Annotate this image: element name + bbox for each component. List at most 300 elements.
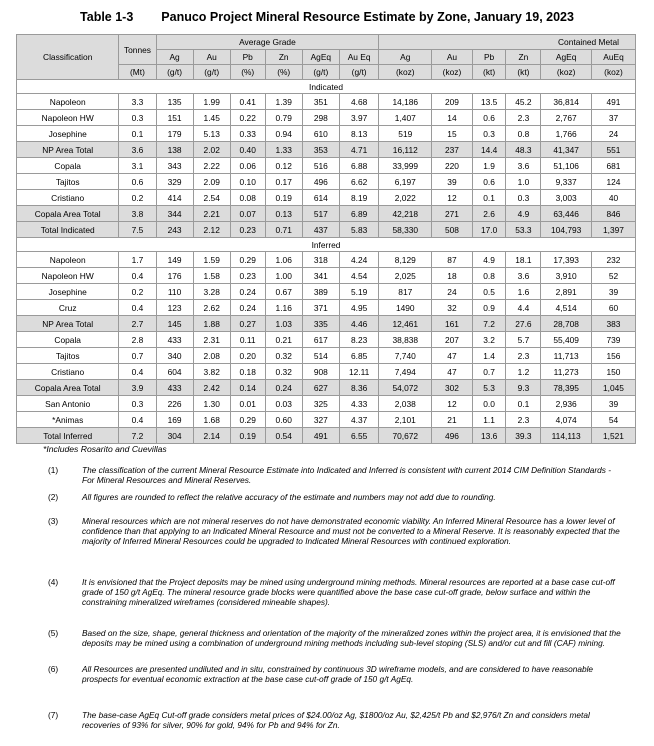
footnote xyxy=(48,664,622,685)
value-cell: 237 xyxy=(432,142,473,158)
value-cell: 207 xyxy=(432,332,473,348)
table-row xyxy=(17,412,636,428)
value-cell: 3.97 xyxy=(339,110,378,126)
zone-name: Cristiano xyxy=(17,190,119,206)
value-cell: 3.28 xyxy=(193,284,230,300)
footnote-text: All figures are rounded to reflect the relative accuracy of the estimate and numbers may not add due to rounding. xyxy=(82,492,496,502)
value-cell: 0.23 xyxy=(230,222,265,238)
value-cell: 496 xyxy=(432,428,473,444)
column-header: Pb xyxy=(230,50,265,65)
value-cell: 0.67 xyxy=(265,284,302,300)
value-cell: 24 xyxy=(591,126,635,142)
value-cell: 0.4 xyxy=(119,300,156,316)
column-header: AgEq xyxy=(302,50,339,65)
value-cell: 2.12 xyxy=(193,222,230,238)
value-cell: 433 xyxy=(156,332,193,348)
value-cell: 681 xyxy=(591,158,635,174)
value-cell: 1.9 xyxy=(472,158,506,174)
value-cell: 18.1 xyxy=(506,252,541,268)
value-cell: 36,814 xyxy=(541,94,592,110)
value-cell: 6.88 xyxy=(339,158,378,174)
value-cell: 123 xyxy=(156,300,193,316)
footnote xyxy=(48,577,622,608)
table-row xyxy=(17,126,636,142)
value-cell: 124 xyxy=(591,174,635,190)
value-cell: 4.33 xyxy=(339,396,378,412)
value-cell: 271 xyxy=(432,206,473,222)
value-cell: 0.5 xyxy=(472,284,506,300)
value-cell: 0.8 xyxy=(506,126,541,142)
value-cell: 3.6 xyxy=(506,158,541,174)
value-cell: 1.33 xyxy=(265,142,302,158)
value-cell: 24 xyxy=(432,284,473,300)
value-cell: 3.6 xyxy=(119,142,156,158)
value-cell: 0.20 xyxy=(230,348,265,364)
value-cell: 0.22 xyxy=(230,110,265,126)
table-row xyxy=(17,174,636,190)
value-cell: 433 xyxy=(156,380,193,396)
value-cell: 514 xyxy=(302,348,339,364)
value-cell: 0.2 xyxy=(119,190,156,206)
header-row-groups xyxy=(17,35,636,50)
value-cell: 0.08 xyxy=(230,190,265,206)
value-cell: 4,074 xyxy=(541,412,592,428)
value-cell: 2.14 xyxy=(193,428,230,444)
value-cell: 0.10 xyxy=(230,174,265,190)
value-cell: 27.6 xyxy=(506,316,541,332)
value-cell: 110 xyxy=(156,284,193,300)
value-cell: 344 xyxy=(156,206,193,222)
value-cell: 2.08 xyxy=(193,348,230,364)
contained-metal-header: Contained Metal xyxy=(379,35,636,50)
value-cell: 11,273 xyxy=(541,364,592,380)
value-cell: 0.8 xyxy=(472,268,506,284)
value-cell: 220 xyxy=(432,158,473,174)
value-cell: 298 xyxy=(302,110,339,126)
value-cell: 519 xyxy=(379,126,432,142)
value-cell: 33,999 xyxy=(379,158,432,174)
value-cell: 1,407 xyxy=(379,110,432,126)
value-cell: 0.03 xyxy=(265,396,302,412)
table-title xyxy=(0,10,654,24)
value-cell: 1.2 xyxy=(506,364,541,380)
value-cell: 6.62 xyxy=(339,174,378,190)
value-cell: 739 xyxy=(591,332,635,348)
value-cell: 1.16 xyxy=(265,300,302,316)
value-cell: 414 xyxy=(156,190,193,206)
value-cell: 0.7 xyxy=(472,364,506,380)
column-header: Zn xyxy=(506,50,541,65)
zone-name: Copala xyxy=(17,158,119,174)
value-cell: 2.31 xyxy=(193,332,230,348)
value-cell: 0.13 xyxy=(265,206,302,222)
value-cell: 1.4 xyxy=(472,348,506,364)
value-cell: 4.9 xyxy=(506,206,541,222)
value-cell: 78,395 xyxy=(541,380,592,396)
column-header: Au Eq xyxy=(339,50,378,65)
value-cell: 1.68 xyxy=(193,412,230,428)
value-cell: 0.07 xyxy=(230,206,265,222)
footnote-text: It is envisioned that the Project deposits may be mined using underground mining methods. Mineral resources are reported at a base case cut-off grade of 150 g/t AgEq. The mineral resource grade blocks were quantified above the base case cut-off grade, below surface and within the constraining mineralized wireframes (considered mineable shapes). xyxy=(82,577,615,608)
footnote xyxy=(48,628,622,649)
value-cell: 156 xyxy=(591,348,635,364)
value-cell: 12.11 xyxy=(339,364,378,380)
value-cell: 2,025 xyxy=(379,268,432,284)
unit-header: (kt) xyxy=(506,65,541,80)
value-cell: 0.32 xyxy=(265,364,302,380)
zone-name: Total Indicated xyxy=(17,222,119,238)
value-cell: 169 xyxy=(156,412,193,428)
value-cell: 7.5 xyxy=(119,222,156,238)
zone-name: *Animas xyxy=(17,412,119,428)
value-cell: 12 xyxy=(432,190,473,206)
value-cell: 8.19 xyxy=(339,190,378,206)
value-cell: 4,514 xyxy=(541,300,592,316)
mineral-resource-table xyxy=(16,34,636,444)
classification-header: Classification xyxy=(17,35,119,80)
value-cell: 0.12 xyxy=(265,158,302,174)
value-cell: 0.9 xyxy=(472,300,506,316)
unit-header: (g/t) xyxy=(339,65,378,80)
column-header: AgEq xyxy=(541,50,592,65)
value-cell: 32 xyxy=(432,300,473,316)
value-cell: 353 xyxy=(302,142,339,158)
value-cell: 1.6 xyxy=(506,284,541,300)
value-cell: 47 xyxy=(432,348,473,364)
table-row xyxy=(17,300,636,316)
value-cell: 4.37 xyxy=(339,412,378,428)
value-cell: 4.54 xyxy=(339,268,378,284)
value-cell: 150 xyxy=(591,364,635,380)
unit-header: (%) xyxy=(230,65,265,80)
value-cell: 0.7 xyxy=(119,348,156,364)
average-grade-header: Average Grade xyxy=(156,35,379,50)
value-cell: 2.54 xyxy=(193,190,230,206)
value-cell: 4.9 xyxy=(472,252,506,268)
zone-name: Tajitos xyxy=(17,348,119,364)
zone-name: Copala xyxy=(17,332,119,348)
unit-header: (koz) xyxy=(379,65,432,80)
value-cell: 114,113 xyxy=(541,428,592,444)
column-header: Zn xyxy=(265,50,302,65)
column-header: AuEq xyxy=(591,50,635,65)
value-cell: 8.36 xyxy=(339,380,378,396)
value-cell: 2.62 xyxy=(193,300,230,316)
value-cell: 614 xyxy=(302,190,339,206)
value-cell: 4.95 xyxy=(339,300,378,316)
value-cell: 28,708 xyxy=(541,316,592,332)
value-cell: 604 xyxy=(156,364,193,380)
column-header: Ag xyxy=(156,50,193,65)
unit-header: (g/t) xyxy=(193,65,230,80)
value-cell: 4.24 xyxy=(339,252,378,268)
value-cell: 302 xyxy=(432,380,473,396)
value-cell: 179 xyxy=(156,126,193,142)
value-cell: 610 xyxy=(302,126,339,142)
value-cell: 3.9 xyxy=(119,380,156,396)
value-cell: 325 xyxy=(302,396,339,412)
value-cell: 60 xyxy=(591,300,635,316)
zone-name: San Antonio xyxy=(17,396,119,412)
value-cell: 0.3 xyxy=(119,396,156,412)
value-cell: 232 xyxy=(591,252,635,268)
value-cell: 2,022 xyxy=(379,190,432,206)
value-cell: 1,397 xyxy=(591,222,635,238)
value-cell: 4.68 xyxy=(339,94,378,110)
value-cell: 551 xyxy=(591,142,635,158)
value-cell: 0.27 xyxy=(230,316,265,332)
value-cell: 2,101 xyxy=(379,412,432,428)
value-cell: 846 xyxy=(591,206,635,222)
value-cell: 12,461 xyxy=(379,316,432,332)
value-cell: 4.46 xyxy=(339,316,378,332)
zone-name: Napoleon HW xyxy=(17,110,119,126)
value-cell: 41,347 xyxy=(541,142,592,158)
table-row xyxy=(17,364,636,380)
total-row xyxy=(17,380,636,396)
total-row xyxy=(17,206,636,222)
value-cell: 341 xyxy=(302,268,339,284)
footnote-number: (2) xyxy=(48,492,59,502)
value-cell: 351 xyxy=(302,94,339,110)
value-cell: 491 xyxy=(302,428,339,444)
value-cell: 0.3 xyxy=(506,190,541,206)
zone-name: Cruz xyxy=(17,300,119,316)
value-cell: 0.24 xyxy=(230,284,265,300)
value-cell: 0.17 xyxy=(265,174,302,190)
value-cell: 2.21 xyxy=(193,206,230,222)
value-cell: 0.2 xyxy=(119,284,156,300)
value-cell: 5.83 xyxy=(339,222,378,238)
value-cell: 0.18 xyxy=(230,364,265,380)
column-header: Au xyxy=(432,50,473,65)
total-row xyxy=(17,222,636,238)
value-cell: 0.29 xyxy=(230,412,265,428)
value-cell: 0.0 xyxy=(472,396,506,412)
value-cell: 1.88 xyxy=(193,316,230,332)
value-cell: 0.4 xyxy=(119,268,156,284)
zone-name: NP Area Total xyxy=(17,142,119,158)
column-header: Ag xyxy=(379,50,432,65)
value-cell: 11,713 xyxy=(541,348,592,364)
value-cell: 2,936 xyxy=(541,396,592,412)
unit-header: (kt) xyxy=(472,65,506,80)
footnote-text: All Resources are presented undiluted and in situ, constrained by continuous 3D wireframe models, and are considered to have reasonable prospects for eventual economic extraction at the base case cut-off grade of 150 g/t AgEq. xyxy=(82,664,594,685)
section-header xyxy=(17,238,636,252)
value-cell: 437 xyxy=(302,222,339,238)
value-cell: 6,197 xyxy=(379,174,432,190)
footnote-number: (6) xyxy=(48,664,59,674)
value-cell: 496 xyxy=(302,174,339,190)
value-cell: 1.45 xyxy=(193,110,230,126)
value-cell: 2,891 xyxy=(541,284,592,300)
value-cell: 0.3 xyxy=(472,126,506,142)
value-cell: 0.24 xyxy=(230,300,265,316)
value-cell: 9.3 xyxy=(506,380,541,396)
value-cell: 14.4 xyxy=(472,142,506,158)
value-cell: 2,767 xyxy=(541,110,592,126)
value-cell: 13.5 xyxy=(472,94,506,110)
value-cell: 52 xyxy=(591,268,635,284)
value-cell: 104,793 xyxy=(541,222,592,238)
footnote-text: Based on the size, shape, general thickness and orientation of the majority of the mineralized zones within the project area, it is envisioned that the deposits may be mined using a combination of underground mining methods including sub-level stoping (SLS) and/or cut and fill (CAF) mining. xyxy=(82,628,621,649)
value-cell: 0.6 xyxy=(472,110,506,126)
total-row xyxy=(17,142,636,158)
value-cell: 1.00 xyxy=(265,268,302,284)
tonnes-header: Tonnes xyxy=(119,35,156,65)
value-cell: 1.1 xyxy=(472,412,506,428)
value-cell: 6.55 xyxy=(339,428,378,444)
value-cell: 39 xyxy=(591,396,635,412)
value-cell: 0.1 xyxy=(119,126,156,142)
value-cell: 15 xyxy=(432,126,473,142)
value-cell: 17,393 xyxy=(541,252,592,268)
value-cell: 5.19 xyxy=(339,284,378,300)
footnote xyxy=(48,710,622,731)
table-row xyxy=(17,252,636,268)
value-cell: 17.0 xyxy=(472,222,506,238)
value-cell: 0.60 xyxy=(265,412,302,428)
value-cell: 0.19 xyxy=(230,428,265,444)
footnote-number: (5) xyxy=(48,628,59,638)
value-cell: 2.7 xyxy=(119,316,156,332)
value-cell: 0.14 xyxy=(230,380,265,396)
footnote-text: Mineral resources which are not mineral reserves do not have demonstrated economic viability. An Inferred Mineral Resource has a lower level of confidence than that applying to an Indicated Mineral Resource and must not be converted to a Mineral Reserve. It is reasonably expected that the majority of Inferred Mineral Resources could be upgraded to Indicated Mineral Resources with continued exploration. xyxy=(82,516,620,547)
footnote xyxy=(48,516,622,547)
value-cell: 343 xyxy=(156,158,193,174)
zone-name: Napoleon HW xyxy=(17,268,119,284)
table-row xyxy=(17,110,636,126)
value-cell: 3,910 xyxy=(541,268,592,284)
value-cell: 627 xyxy=(302,380,339,396)
section-label: Indicated xyxy=(17,80,636,94)
value-cell: 383 xyxy=(591,316,635,332)
table-note: *Includes Rosarito and Cuevillas xyxy=(43,444,167,454)
value-cell: 3.6 xyxy=(506,268,541,284)
value-cell: 7,494 xyxy=(379,364,432,380)
value-cell: 7,740 xyxy=(379,348,432,364)
value-cell: 2.3 xyxy=(506,348,541,364)
value-cell: 0.54 xyxy=(265,428,302,444)
value-cell: 0.1 xyxy=(506,396,541,412)
value-cell: 45.2 xyxy=(506,94,541,110)
value-cell: 3,003 xyxy=(541,190,592,206)
value-cell: 6.89 xyxy=(339,206,378,222)
value-cell: 161 xyxy=(432,316,473,332)
value-cell: 8,129 xyxy=(379,252,432,268)
value-cell: 329 xyxy=(156,174,193,190)
value-cell: 2,038 xyxy=(379,396,432,412)
value-cell: 1.7 xyxy=(119,252,156,268)
unit-header: (%) xyxy=(265,65,302,80)
value-cell: 1.30 xyxy=(193,396,230,412)
value-cell: 1.39 xyxy=(265,94,302,110)
zone-name: Cristiano xyxy=(17,364,119,380)
value-cell: 53.3 xyxy=(506,222,541,238)
value-cell: 21 xyxy=(432,412,473,428)
unit-header: (Mt) xyxy=(119,65,156,80)
table-caption: Panuco Project Mineral Resource Estimate by Zone, January 19, 2023 xyxy=(161,10,574,24)
value-cell: 908 xyxy=(302,364,339,380)
value-cell: 0.3 xyxy=(119,110,156,126)
value-cell: 0.41 xyxy=(230,94,265,110)
value-cell: 1,766 xyxy=(541,126,592,142)
value-cell: 42,218 xyxy=(379,206,432,222)
value-cell: 87 xyxy=(432,252,473,268)
value-cell: 37 xyxy=(591,110,635,126)
value-cell: 1,521 xyxy=(591,428,635,444)
value-cell: 2.8 xyxy=(119,332,156,348)
value-cell: 39.3 xyxy=(506,428,541,444)
value-cell: 13.6 xyxy=(472,428,506,444)
value-cell: 1,045 xyxy=(591,380,635,396)
section-label: Inferred xyxy=(17,238,636,252)
value-cell: 38,838 xyxy=(379,332,432,348)
value-cell: 145 xyxy=(156,316,193,332)
footnote-number: (4) xyxy=(48,577,59,587)
value-cell: 0.01 xyxy=(230,396,265,412)
value-cell: 318 xyxy=(302,252,339,268)
footnote-number: (7) xyxy=(48,710,59,720)
value-cell: 3.82 xyxy=(193,364,230,380)
value-cell: 1.0 xyxy=(506,174,541,190)
zone-name: Copala Area Total xyxy=(17,380,119,396)
value-cell: 1.06 xyxy=(265,252,302,268)
table-row xyxy=(17,348,636,364)
unit-header: (g/t) xyxy=(156,65,193,80)
unit-header: (koz) xyxy=(591,65,635,80)
value-cell: 0.40 xyxy=(230,142,265,158)
table-row xyxy=(17,158,636,174)
value-cell: 4.4 xyxy=(506,300,541,316)
value-cell: 1490 xyxy=(379,300,432,316)
unit-header: (koz) xyxy=(432,65,473,80)
value-cell: 5.7 xyxy=(506,332,541,348)
value-cell: 0.94 xyxy=(265,126,302,142)
value-cell: 54 xyxy=(591,412,635,428)
value-cell: 516 xyxy=(302,158,339,174)
value-cell: 138 xyxy=(156,142,193,158)
value-cell: 58,330 xyxy=(379,222,432,238)
value-cell: 371 xyxy=(302,300,339,316)
value-cell: 55,409 xyxy=(541,332,592,348)
zone-name: Josephine xyxy=(17,284,119,300)
value-cell: 51,106 xyxy=(541,158,592,174)
value-cell: 0.32 xyxy=(265,348,302,364)
value-cell: 1.59 xyxy=(193,252,230,268)
value-cell: 12 xyxy=(432,396,473,412)
value-cell: 2.09 xyxy=(193,174,230,190)
value-cell: 817 xyxy=(379,284,432,300)
value-cell: 517 xyxy=(302,206,339,222)
value-cell: 327 xyxy=(302,412,339,428)
value-cell: 2.02 xyxy=(193,142,230,158)
value-cell: 47 xyxy=(432,364,473,380)
value-cell: 176 xyxy=(156,268,193,284)
value-cell: 508 xyxy=(432,222,473,238)
total-row xyxy=(17,316,636,332)
value-cell: 3.2 xyxy=(472,332,506,348)
value-cell: 40 xyxy=(591,190,635,206)
zone-name: Napoleon xyxy=(17,252,119,268)
value-cell: 226 xyxy=(156,396,193,412)
total-row xyxy=(17,428,636,444)
value-cell: 14,186 xyxy=(379,94,432,110)
value-cell: 243 xyxy=(156,222,193,238)
footnote-number: (1) xyxy=(48,465,59,475)
value-cell: 1.99 xyxy=(193,94,230,110)
value-cell: 0.1 xyxy=(472,190,506,206)
